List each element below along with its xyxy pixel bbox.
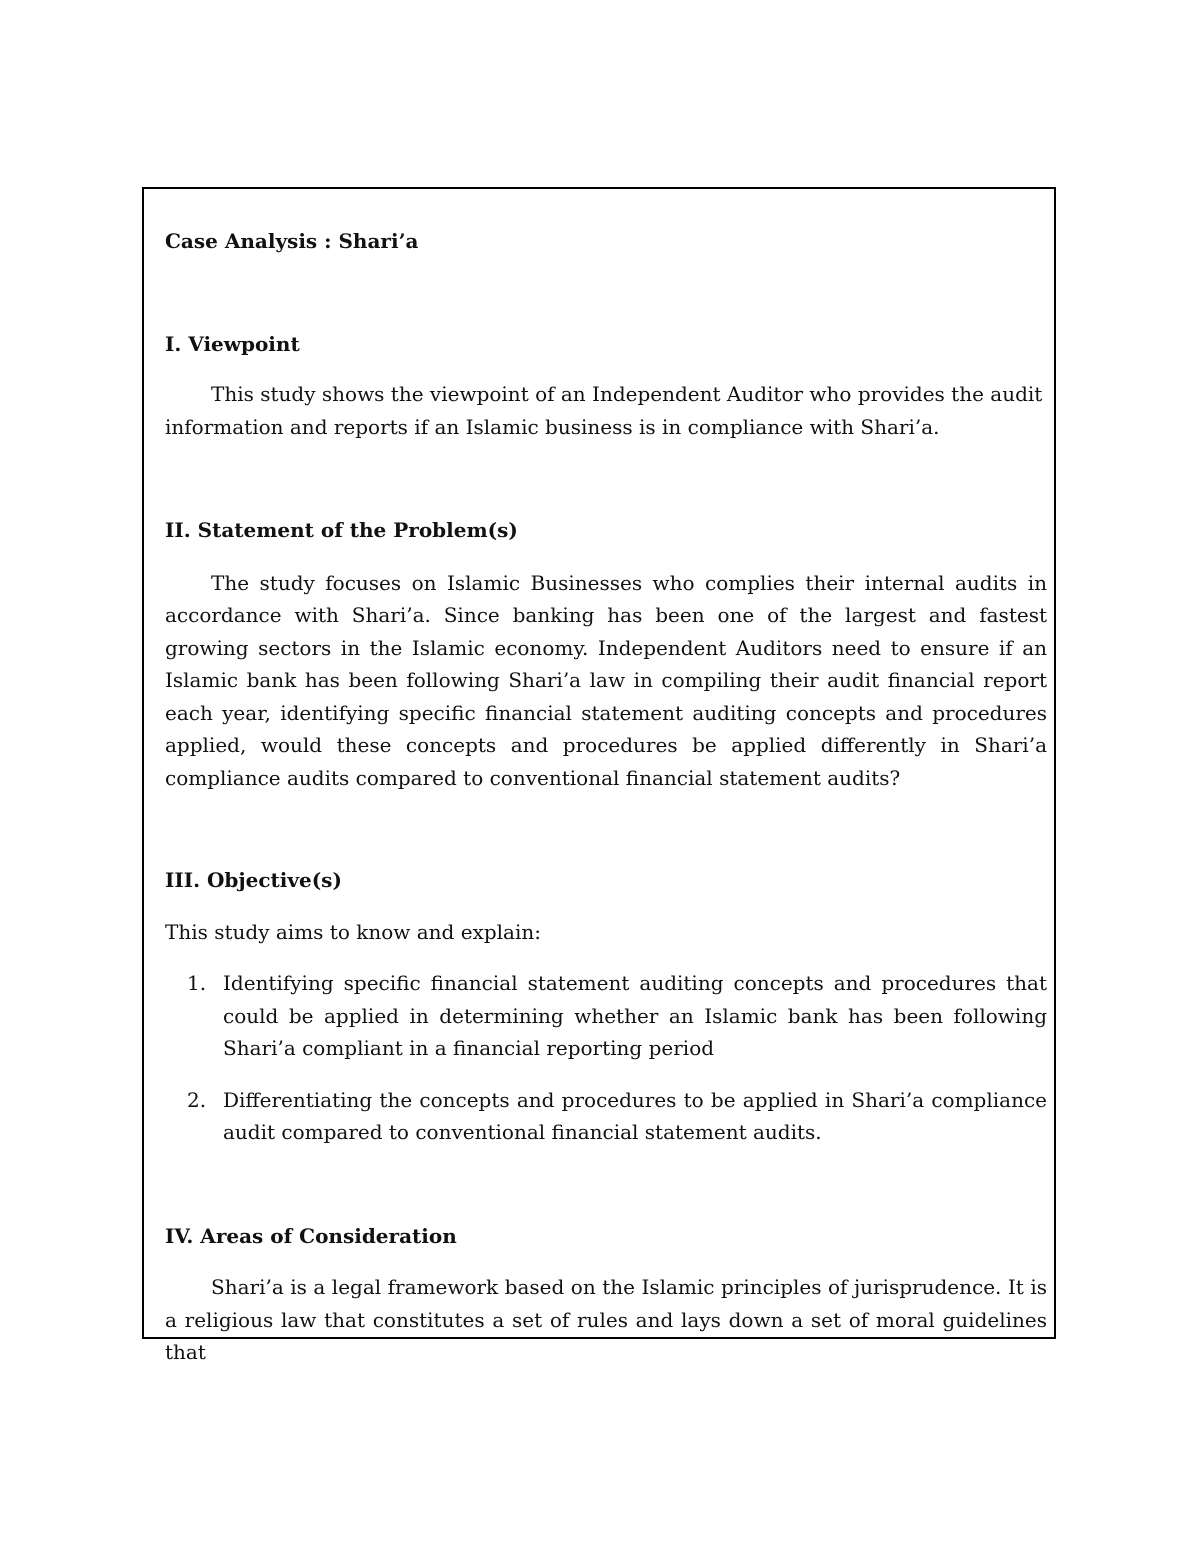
objective-item bbox=[165, 967, 1047, 1065]
objective-number: 1. bbox=[187, 971, 207, 995]
document-content bbox=[165, 225, 1047, 1369]
considerations-heading: IV. Areas of Consideration bbox=[165, 1223, 457, 1248]
objective-item bbox=[165, 1084, 1047, 1149]
document-frame bbox=[142, 187, 1056, 1364]
objective-text: Identifying specific financial statement auditing concepts and procedures that could be applied in determining whether an Islamic bank has been following Shari’a compliant in a financial reporting period bbox=[223, 971, 1047, 1060]
objectives-list bbox=[165, 967, 1047, 1149]
document-title: Case Analysis : Shari’a bbox=[165, 229, 419, 253]
problem-heading: II. Statement of the Problem(s) bbox=[165, 518, 518, 542]
viewpoint-paragraph: This study shows the viewpoint of an Independent Auditor who provides the audit information and reports if an Islamic business is in compliance with Shari’a. bbox=[165, 382, 1043, 439]
problem-paragraph: The study focuses on Islamic Businesses who complies their internal audits in accordance with Shari’a. Since banking has been one of the largest and fastest growing sectors in the Islamic economy. Independent Auditors need to ensure if an Islamic bank has been following Shari’a law in compiling their audit financial report each year, identifying specific financial statement auditing concepts and procedures applied, would these concepts and procedures be applied differently in Shari’a compliance audits compared to conventional financial statement audits? bbox=[165, 570, 1047, 790]
objective-number: 2. bbox=[187, 1087, 207, 1112]
considerations-paragraph: Shari’a is a legal framework based on the Islamic principles of jurisprudence. It is a religious law that constitutes a set of rules and lays down a set of moral guidelines that bbox=[165, 1275, 1047, 1364]
objective-text: Differentiating the concepts and procedures to be applied in Shari’a compliance audit compared to conventional financial statement audits. bbox=[223, 1087, 1047, 1144]
objectives-heading: III. Objective(s) bbox=[165, 868, 342, 892]
objectives-intro: This study aims to know and explain: bbox=[165, 919, 541, 944]
viewpoint-heading: I. Viewpoint bbox=[165, 331, 300, 356]
